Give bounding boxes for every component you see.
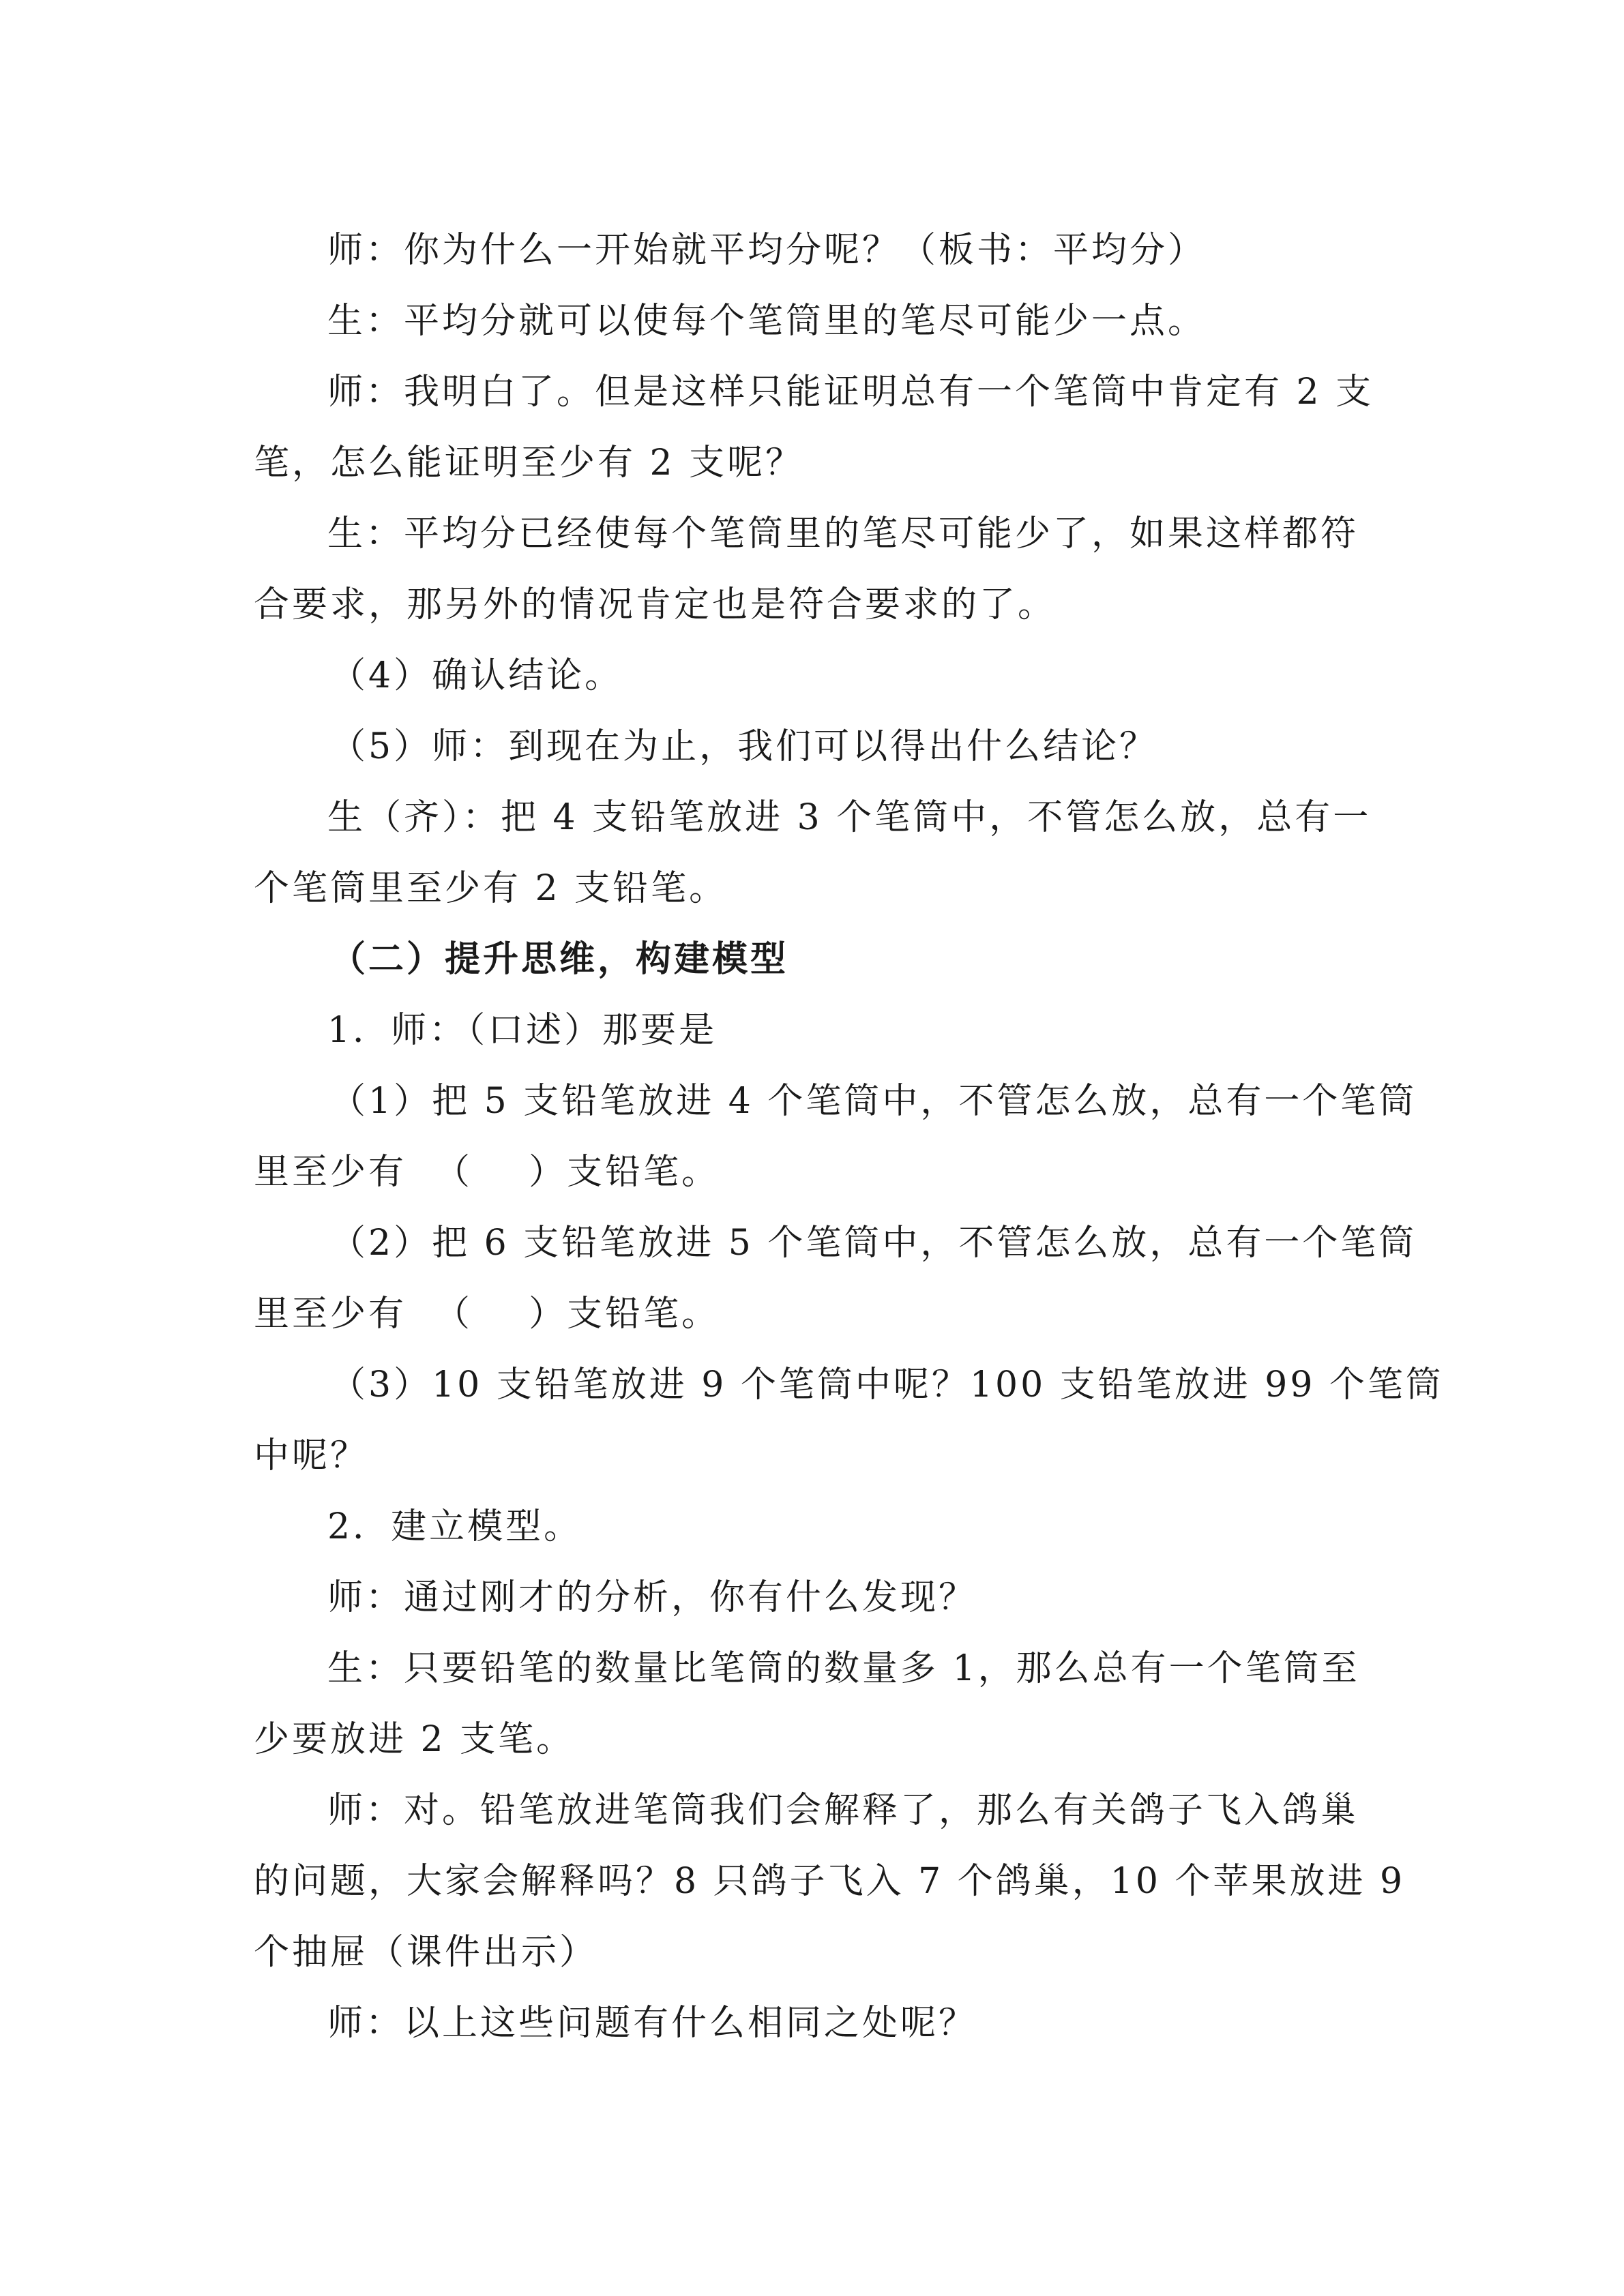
paragraph-line: 生：平均分已经使每个笔筒里的笔尽可能少了，如果这样都符: [327, 513, 1359, 554]
section-heading: （二）提升思维，构建模型: [330, 938, 789, 980]
paragraph-line: 师：你为什么一开始就平均分呢？（板书：平均分）: [327, 230, 1207, 271]
paragraph-line: 个抽屉（课件出示）: [254, 1932, 598, 1973]
paragraph-line: 里至少有 （ ）支铅笔。: [254, 1152, 720, 1193]
paragraph-line: 生：只要铅笔的数量比笔筒的数量多 1，那么总有一个笔筒至: [327, 1648, 1360, 1689]
paragraph-line: （5）师：到现在为止，我们可以得出什么结论？: [330, 726, 1158, 767]
document-body: [254, 215, 1444, 2059]
paragraph-line: （2）把 6 支铅笔放进 5 个笔筒中，不管怎么放，总有一个笔筒: [330, 1223, 1417, 1264]
paragraph-line: 里至少有 （ ）支铅笔。: [254, 1294, 720, 1335]
paragraph-line: 师：对。铅笔放进笔筒我们会解释了，那么有关鸽子飞入鸽巢: [327, 1790, 1359, 1831]
paragraph-line: 笔，怎么能证明至少有 2 支呢？: [254, 443, 804, 483]
paragraph-line: 中呢？: [254, 1435, 369, 1476]
paragraph-line: 合要求，那另外的情况肯定也是符合要求的了。: [254, 584, 1057, 625]
paragraph-line: （1）把 5 支铅笔放进 4 个笔筒中，不管怎么放，总有一个笔筒: [330, 1081, 1417, 1122]
paragraph-line: 师：我明白了。但是这样只能证明总有一个笔筒中肯定有 2 支: [327, 372, 1374, 413]
paragraph-line: 1．师：（口述）那要是: [327, 1010, 718, 1051]
paragraph-line: 师：通过刚才的分析，你有什么发现？: [327, 1577, 977, 1618]
paragraph-line: （4）确认结论。: [330, 655, 623, 696]
paragraph-line: 2．建立模型。: [327, 1506, 582, 1547]
paragraph-line: 生：平均分就可以使每个笔筒里的笔尽可能少一点。: [327, 301, 1207, 342]
paragraph-line: 个笔筒里至少有 2 支铅笔。: [254, 868, 728, 909]
paragraph-line: （3）10 支铅笔放进 9 个笔筒中呢？100 支铅笔放进 99 个笔筒: [330, 1365, 1444, 1405]
paragraph-line: 师：以上这些问题有什么相同之处呢？: [327, 2003, 977, 2044]
paragraph-line: 少要放进 2 支笔。: [254, 1719, 575, 1760]
paragraph-line: 生（齐）：把 4 支铅笔放进 3 个笔筒中，不管怎么放，总有一: [327, 797, 1372, 838]
paragraph-line: 的问题，大家会解释吗？8 只鸽子飞入 7 个鸽巢，10 个苹果放进 9: [254, 1861, 1406, 1902]
